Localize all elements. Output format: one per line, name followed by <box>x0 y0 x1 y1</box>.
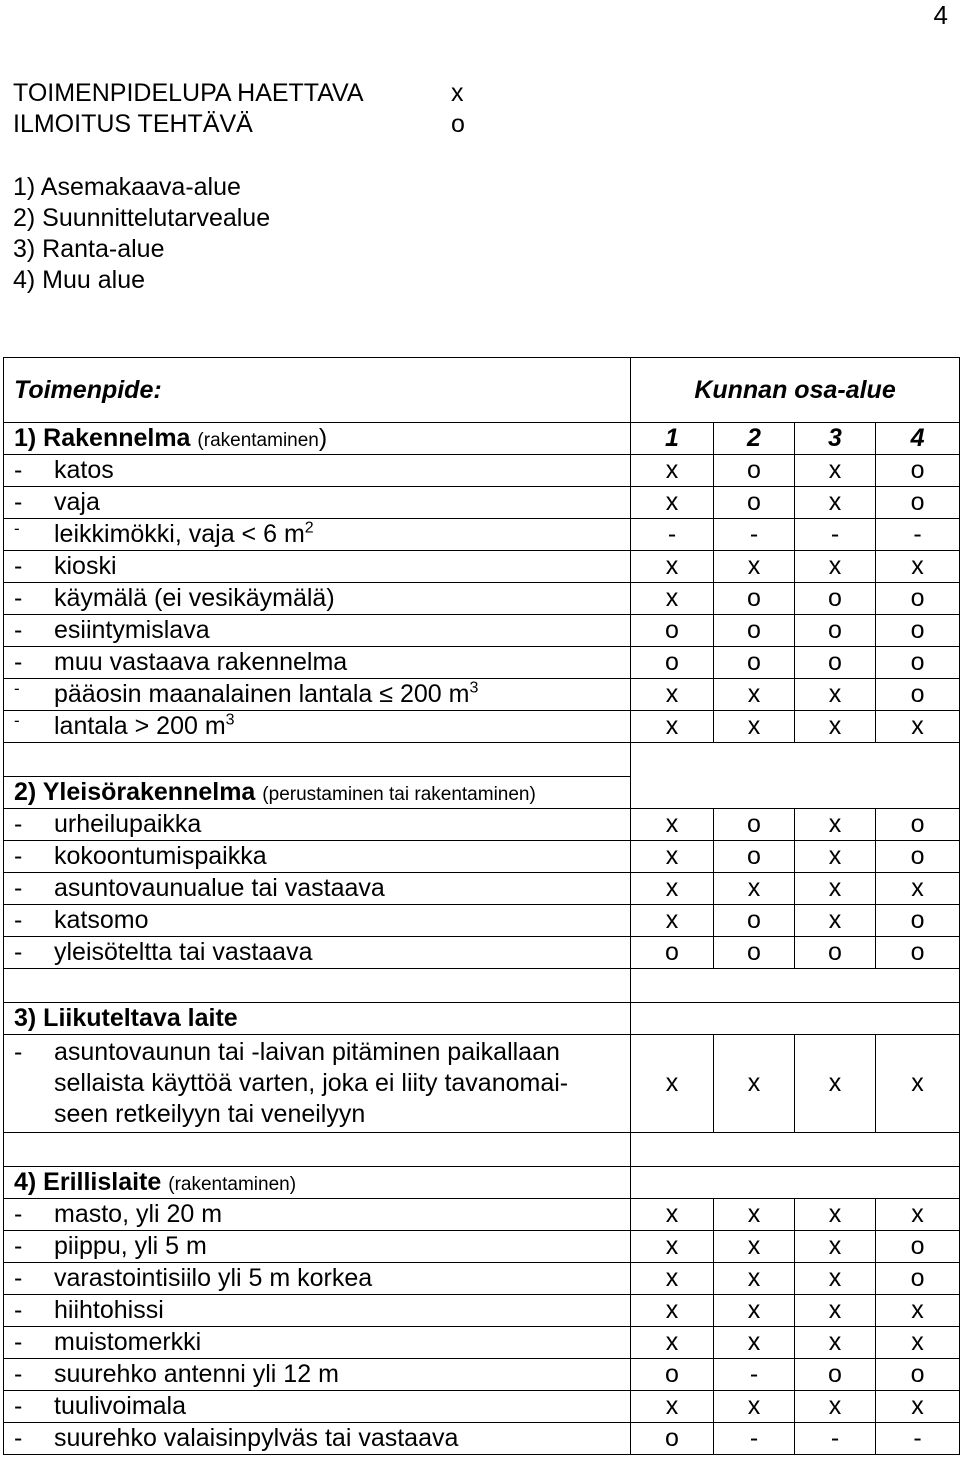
value-cell: - <box>795 1423 876 1455</box>
value-cell: x <box>795 1295 876 1327</box>
value-cell: x <box>714 1327 795 1359</box>
value-cell: x <box>714 711 795 743</box>
area-item: 2) Suunnittelutarvealue <box>13 204 271 232</box>
measure-text: käymälä (ei vesikäymälä) <box>54 584 335 612</box>
value-cell: o <box>714 937 795 969</box>
table-row <box>4 905 960 937</box>
value-cell: o <box>876 583 960 615</box>
value-cell: o <box>714 905 795 937</box>
measure-cell <box>4 841 631 873</box>
table-row <box>4 1391 960 1423</box>
value-cell: o <box>631 1359 714 1391</box>
value-cell: x <box>631 905 714 937</box>
measure-cell <box>4 1035 631 1133</box>
section-note-close: ) <box>318 424 328 452</box>
column-number <box>876 423 960 455</box>
spacer-cell <box>4 1133 631 1167</box>
value-cell: x <box>795 487 876 519</box>
value-cell: o <box>876 1231 960 1263</box>
section-title-row <box>4 1003 960 1035</box>
table-row <box>4 487 960 519</box>
table-row <box>4 1035 960 1133</box>
value-cell: x <box>714 1035 795 1133</box>
measure-cell <box>4 1231 631 1263</box>
measure-text: asuntovaunualue tai vastaava <box>54 874 385 902</box>
value-cell: o <box>631 937 714 969</box>
value-cell: o <box>714 809 795 841</box>
value-cell: x <box>631 873 714 905</box>
dash-bullet: - <box>14 552 23 580</box>
value-cell: x <box>631 1295 714 1327</box>
table-row <box>4 679 960 711</box>
table-row <box>4 1423 960 1455</box>
section-title-text: 4) Erillislaite <box>14 1168 162 1196</box>
spacer-cell <box>4 743 631 777</box>
value-cell: x <box>795 1263 876 1295</box>
value-cell: o <box>631 1423 714 1455</box>
table-row <box>4 647 960 679</box>
table-row <box>4 615 960 647</box>
dash-bullet: - <box>14 874 23 902</box>
value-cell: x <box>795 809 876 841</box>
value-cell: o <box>876 615 960 647</box>
measure-text: piippu, yli 5 m <box>54 1232 207 1260</box>
value-cell: o <box>795 583 876 615</box>
value-cell: o <box>876 841 960 873</box>
value-cell: o <box>631 647 714 679</box>
header-measure: Toimenpide: <box>4 358 631 423</box>
measure-text-2: 200 m <box>399 680 470 708</box>
measure-text: urheilupaikka <box>54 810 202 838</box>
measure-cell <box>4 455 631 487</box>
value-cell: x <box>876 1199 960 1231</box>
dash-bullet: - <box>14 1232 23 1260</box>
table-row <box>4 1327 960 1359</box>
measure-text: muu vastaava rakennelma <box>54 648 348 676</box>
measure-cell <box>4 679 631 711</box>
value-cell: x <box>795 455 876 487</box>
value-cell: x <box>795 873 876 905</box>
table-row <box>4 1263 960 1295</box>
area-item: 3) Ranta-alue <box>13 235 165 263</box>
measure-cell <box>4 937 631 969</box>
value-cell: x <box>714 1295 795 1327</box>
value-cell: o <box>714 487 795 519</box>
value-cell: x <box>631 551 714 583</box>
column-number-text: 4 <box>910 424 925 452</box>
dash-bullet: - <box>14 648 23 676</box>
column-number <box>795 423 876 455</box>
measure-cell <box>4 519 631 551</box>
measure-line <box>14 1037 630 1068</box>
value-cell: o <box>876 487 960 519</box>
section-title-blank <box>631 1003 960 1035</box>
measure-text: leikkimökki, vaja < 6 m <box>54 520 305 548</box>
table-row <box>4 1199 960 1231</box>
value-cell: o <box>876 647 960 679</box>
value-cell: o <box>876 679 960 711</box>
value-cell: x <box>631 1199 714 1231</box>
dash-bullet: - <box>14 519 20 538</box>
column-number-text: 2 <box>747 424 761 452</box>
section-title-text: 1) Rakennelma <box>14 424 191 452</box>
measure-cell <box>4 1423 631 1455</box>
measures-table <box>3 357 960 1455</box>
dash-bullet: - <box>14 711 20 730</box>
spacer-cell <box>631 743 960 777</box>
measure-text: seen retkeilyyn tai veneilyyn <box>54 1100 366 1128</box>
section-title-blank <box>631 1167 960 1199</box>
dash-bullet: - <box>14 1360 23 1388</box>
measure-text: masto, yli 20 m <box>54 1200 223 1228</box>
legend-permit-label: TOIMENPIDELUPA HAETTAVA <box>13 79 364 107</box>
spacer-cell <box>631 1133 960 1167</box>
value-cell: x <box>795 679 876 711</box>
section-title <box>4 777 631 809</box>
value-cell: x <box>876 551 960 583</box>
area-item: 1) Asemakaava-alue <box>13 173 241 201</box>
measure-cell <box>4 809 631 841</box>
section-title-row <box>4 1167 960 1199</box>
value-cell: x <box>795 841 876 873</box>
dash-bullet: - <box>14 1328 23 1356</box>
column-number <box>631 423 714 455</box>
measure-text: vaja <box>54 488 100 516</box>
table-row <box>4 1359 960 1391</box>
section-note: (rakentaminen) <box>168 1174 297 1195</box>
column-number-text: 3 <box>828 424 842 452</box>
value-cell: x <box>795 711 876 743</box>
table-row <box>4 455 960 487</box>
unit-exponent: 3 <box>469 679 479 697</box>
measure-text: yleisöteltta tai vastaava <box>54 938 313 966</box>
page-number: 4 <box>933 0 948 30</box>
measure-text: sellaista käyttöä varten, joka ei liity tavanomai- <box>54 1069 569 1097</box>
value-cell: o <box>876 905 960 937</box>
section-title <box>4 1167 631 1199</box>
dash-bullet: - <box>14 1200 23 1228</box>
value-cell: x <box>714 1263 795 1295</box>
value-cell: - <box>876 519 960 551</box>
spacer-cell <box>4 969 631 1003</box>
dash-bullet: - <box>14 906 23 934</box>
measure-cell <box>4 487 631 519</box>
table-row <box>4 873 960 905</box>
measure-text: katsomo <box>54 906 149 934</box>
measure-text: esiintymislava <box>54 616 210 644</box>
table-row <box>4 519 960 551</box>
value-cell: o <box>795 1359 876 1391</box>
header-subarea: Kunnan osa-alue <box>631 358 960 423</box>
measure-cell <box>4 551 631 583</box>
measure-text: kokoontumispaikka <box>54 842 267 870</box>
measure-text: suurehko valaisinpylväs tai vastaava <box>54 1424 459 1452</box>
value-cell: o <box>795 615 876 647</box>
spacer-row <box>4 969 960 1003</box>
value-cell: x <box>631 1231 714 1263</box>
value-cell: o <box>714 647 795 679</box>
measure-cell <box>4 1199 631 1231</box>
area-item: 4) Muu alue <box>13 266 146 294</box>
measure-cell <box>4 647 631 679</box>
measure-text: katos <box>54 456 114 484</box>
spacer-row <box>4 743 960 777</box>
measure-text: suurehko antenni yli 12 m <box>54 1360 339 1388</box>
legend-notice-symbol: o <box>451 110 465 138</box>
measure-cell <box>4 1263 631 1295</box>
value-cell: - <box>795 519 876 551</box>
value-cell: x <box>631 455 714 487</box>
value-cell: x <box>876 1327 960 1359</box>
dash-bullet: - <box>14 488 23 516</box>
measure-line <box>14 1068 630 1099</box>
value-cell: x <box>631 1263 714 1295</box>
value-cell: x <box>795 551 876 583</box>
value-cell: - <box>631 519 714 551</box>
section-title <box>4 423 631 455</box>
legend-notice <box>13 109 465 140</box>
table-row <box>4 809 960 841</box>
value-cell: o <box>714 615 795 647</box>
table-row <box>4 551 960 583</box>
measure-cell <box>4 1391 631 1423</box>
unit-exponent: 2 <box>304 519 314 537</box>
value-cell: o <box>876 937 960 969</box>
section-note: (perustaminen tai rakentaminen) <box>262 784 536 805</box>
value-cell: x <box>631 1035 714 1133</box>
value-cell: x <box>795 1391 876 1423</box>
measure-text: hiihtohissi <box>54 1296 164 1324</box>
table-header-row <box>4 358 960 423</box>
value-cell: x <box>876 1391 960 1423</box>
measure-cell <box>4 1295 631 1327</box>
value-cell: x <box>876 1295 960 1327</box>
legend-permit-symbol: x <box>451 79 464 107</box>
legend-permit <box>13 78 464 109</box>
area-list <box>13 172 270 296</box>
value-cell: o <box>876 809 960 841</box>
value-cell: - <box>714 1359 795 1391</box>
dash-bullet: - <box>14 584 23 612</box>
spacer-row <box>4 1133 960 1167</box>
value-cell: x <box>795 1199 876 1231</box>
dash-bullet: - <box>14 1424 23 1452</box>
value-cell: o <box>795 937 876 969</box>
value-cell: x <box>631 809 714 841</box>
section-title-blank <box>631 777 960 809</box>
measure-text: kioski <box>54 552 117 580</box>
dash-bullet: - <box>14 456 23 484</box>
section-title <box>4 1003 631 1035</box>
value-cell: x <box>714 1391 795 1423</box>
value-cell: o <box>714 841 795 873</box>
value-cell: x <box>631 711 714 743</box>
value-cell: o <box>714 455 795 487</box>
measure-cell <box>4 1359 631 1391</box>
measure-text: pääosin maanalainen lantala <box>54 680 373 708</box>
unit-exponent: 3 <box>225 711 235 729</box>
section-title-row <box>4 777 960 809</box>
value-cell: - <box>714 519 795 551</box>
dash-bullet: - <box>14 1264 23 1292</box>
value-cell: x <box>714 1231 795 1263</box>
measure-cell <box>4 615 631 647</box>
measure-text: lantala > 200 m <box>54 712 226 740</box>
table-row <box>4 711 960 743</box>
dash-bullet: - <box>14 1296 23 1324</box>
value-cell: x <box>876 711 960 743</box>
dash-bullet: - <box>14 616 23 644</box>
dash-bullet: - <box>14 938 23 966</box>
value-cell: o <box>876 1359 960 1391</box>
section-title-row <box>4 423 960 455</box>
legend-notice-label: ILMOITUS TEHTÄVÄ <box>13 110 253 138</box>
measure-text: varastointisiilo yli 5 m korkea <box>54 1264 373 1292</box>
value-cell: x <box>631 1327 714 1359</box>
measure-text: muistomerkki <box>54 1328 202 1356</box>
value-cell: - <box>876 1423 960 1455</box>
value-cell: x <box>795 905 876 937</box>
table-row <box>4 1231 960 1263</box>
value-cell: - <box>714 1423 795 1455</box>
value-cell: o <box>631 615 714 647</box>
dash-bullet: - <box>14 810 23 838</box>
table-row <box>4 937 960 969</box>
value-cell: x <box>795 1231 876 1263</box>
measure-cell <box>4 873 631 905</box>
table-row <box>4 841 960 873</box>
measure-text: asuntovaunun tai -laivan pitäminen paikallaan <box>54 1038 560 1066</box>
measure-cell <box>4 1327 631 1359</box>
value-cell: x <box>631 1391 714 1423</box>
value-cell: x <box>876 873 960 905</box>
measure-line <box>14 1099 630 1130</box>
value-cell: x <box>631 487 714 519</box>
value-cell: o <box>795 647 876 679</box>
measure-cell <box>4 711 631 743</box>
value-cell: x <box>876 1035 960 1133</box>
value-cell: x <box>714 873 795 905</box>
table-row <box>4 583 960 615</box>
value-cell: x <box>631 841 714 873</box>
section-title-text: 3) Liikuteltava laite <box>14 1004 238 1032</box>
value-cell: x <box>795 1327 876 1359</box>
value-cell: x <box>795 1035 876 1133</box>
value-cell: x <box>714 679 795 711</box>
measure-cell <box>4 583 631 615</box>
dash-bullet: - <box>14 1392 23 1420</box>
value-cell: o <box>714 583 795 615</box>
dash-bullet: - <box>14 842 23 870</box>
value-cell: x <box>714 1199 795 1231</box>
less-equal-symbol: ≤ <box>379 680 393 708</box>
spacer-cell <box>631 969 960 1003</box>
value-cell: x <box>631 679 714 711</box>
dash-bullet: - <box>14 1038 23 1066</box>
value-cell: o <box>876 1263 960 1295</box>
value-cell: x <box>714 551 795 583</box>
table-row <box>4 1295 960 1327</box>
measure-text: tuulivoimala <box>54 1392 187 1420</box>
measure-cell <box>4 905 631 937</box>
column-number <box>714 423 795 455</box>
column-number-text: 1 <box>665 424 679 452</box>
section-note: (rakentaminen <box>197 430 319 451</box>
value-cell: x <box>631 583 714 615</box>
dash-bullet: - <box>14 679 20 698</box>
value-cell: o <box>876 455 960 487</box>
section-title-text: 2) Yleisörakennelma <box>14 778 256 806</box>
